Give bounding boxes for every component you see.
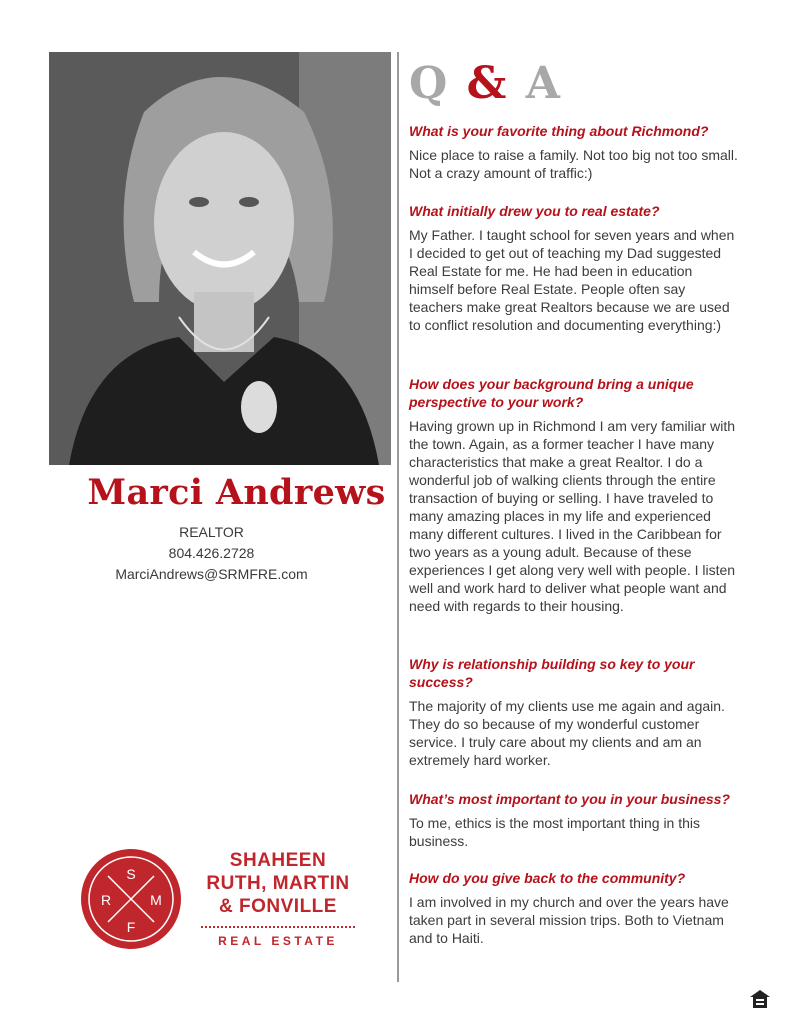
agent-email[interactable]: MarciAndrews@SRMFRE.com xyxy=(115,566,308,582)
qa-item xyxy=(409,375,739,615)
qa-item xyxy=(409,202,739,334)
qa-answer: The majority of my clients use me again and again. They do so because of my wonderful customer service. I truly care about my clients and am an extremely hard worker. xyxy=(409,698,725,768)
qa-question: What is your favorite thing about Richmond? xyxy=(409,123,709,139)
agent-title: REALTOR xyxy=(179,524,244,540)
column-divider xyxy=(397,52,399,982)
qa-question: What initially drew you to real estate? xyxy=(409,203,660,219)
agent-photo xyxy=(49,52,391,465)
qa-heading-q: Q xyxy=(409,58,450,109)
logo-line-3: & FONVILLE xyxy=(219,896,337,917)
qa-question: What’s most important to you in your business? xyxy=(409,791,730,807)
logo-letter-bottom: F xyxy=(126,919,136,935)
qa-item xyxy=(409,869,739,947)
logo-wordmark xyxy=(193,849,363,948)
logo-letter-top: S xyxy=(126,866,136,882)
agent-phone[interactable]: 804.426.2728 xyxy=(168,545,255,561)
qa-heading-a: A xyxy=(525,58,562,109)
qa-answer: To me, ethics is the most important thing in this business. xyxy=(409,815,701,849)
logo-letter-left: R xyxy=(100,892,112,908)
qa-question: How does your background bring a unique perspective to your work? xyxy=(409,376,694,410)
logo-emblem-icon xyxy=(80,848,182,950)
qa-heading-amp: & xyxy=(466,58,509,109)
qa-heading xyxy=(409,58,562,109)
qa-answer: My Father. I taught school for seven years and when I decided to get out of teaching my Dad suggested Real Estate for me. He had been in education himself before Real Estate. People often say teachers make great Realtors because we are used to conflict resolution and documenting everything:) xyxy=(409,227,735,333)
logo-letter-right: M xyxy=(150,892,162,908)
qa-question: Why is relationship building so key to your success? xyxy=(409,656,695,690)
qa-answer: I am involved in my church and over the years have taken part in several mission trips. Both to Vietnam and to Haiti. xyxy=(409,894,729,946)
logo-subtitle: REAL ESTATE xyxy=(218,934,338,948)
agent-name: Marci Andrews xyxy=(87,472,386,513)
logo-dotted-rule xyxy=(201,926,355,928)
logo-line-1: SHAHEEN xyxy=(229,850,327,871)
qa-item xyxy=(409,790,739,850)
equal-housing-icon xyxy=(749,989,771,1009)
qa-answer: Having grown up in Richmond I am very familiar with the town. Again, as a former teacher I have many characteristics that make a great Realtor. I do a wonderful job of walking clients through the entire transaction of buying or selling. I have traveled to many amazing places in my life and experienced many different cultures. I lived in the Caribbean for two years as a young adult. Because of these experiences I get along very well with people. I listen well and work hard to deliver what people want and need with regards to their housing. xyxy=(409,418,736,614)
qa-item xyxy=(409,122,739,182)
qa-item xyxy=(409,655,739,769)
qa-answer: Nice place to raise a family. Not too big not too small. Not a crazy amount of traffic:) xyxy=(409,147,738,181)
qa-question: How do you give back to the community? xyxy=(409,870,686,886)
company-logo xyxy=(80,845,380,955)
logo-line-2: RUTH, MARTIN xyxy=(206,873,350,894)
